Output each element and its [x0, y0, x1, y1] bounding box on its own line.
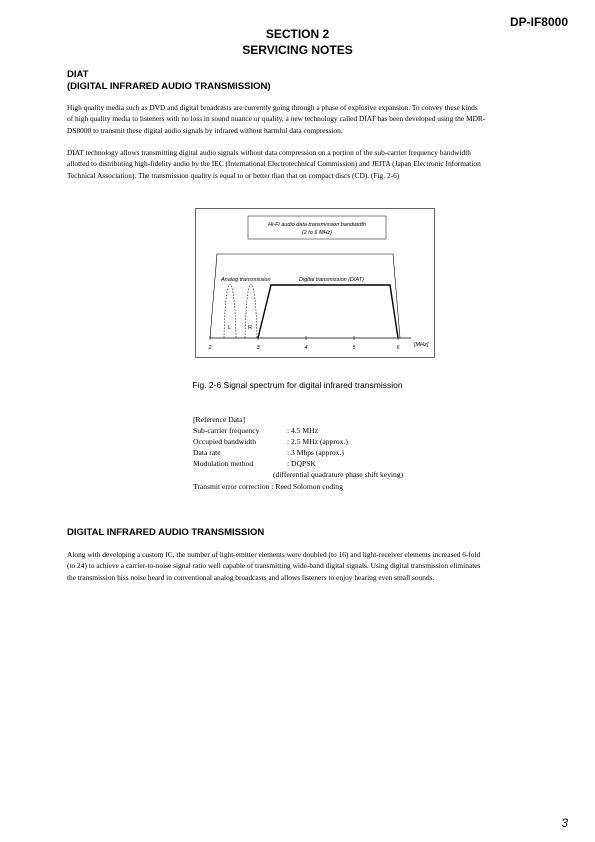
reference-value: : 4.5 MHz [287, 426, 319, 436]
reference-label: Occupied bandwidth [193, 437, 257, 447]
diat-paragraph-1 [67, 102, 553, 136]
reference-label: Data rate [193, 448, 221, 458]
dirat-paragraph [67, 549, 553, 583]
section-title: SERVICING NOTES [242, 43, 353, 57]
reference-row [193, 447, 403, 458]
text-line: DIAT technology allows transmitting digital audio signals without data compression on a portion of the sub-carrier frequency bandwidth [67, 148, 472, 157]
text-line: allotted to distributing high-fidelity audio by the IEC (International Electrotechnical Commission) and JEITA (Japan Electronic Information [67, 159, 481, 169]
tick-label: 3 [256, 345, 260, 351]
text-line: the transmission hiss noise heard in conventional analog broadcasts and allows listeners to enjoy hearing even small sounds. [67, 572, 435, 582]
bandwidth-label-line-1: Hi-Fi audio data transmission bandwidth [268, 222, 366, 228]
model-number: DP-IF8000 [509, 15, 568, 29]
diat-subheading: (DIGITAL INFRARED AUDIO TRANSMISSION) [67, 81, 271, 92]
reference-title: [Reference Data] [193, 415, 246, 424]
analog-transmission-label: Analog transmission [221, 277, 271, 283]
page-number: 3 [561, 816, 568, 830]
tick-label: 2 [208, 345, 212, 351]
tick-label: 5 [352, 345, 356, 351]
text-line: (to 24) to achieve a carrier-to-noise signal ratio well capable of transmitting wide-band digital signals. Using digital transmission eliminates [67, 561, 481, 571]
unit-label: [MHz] [414, 342, 429, 348]
error-correction: Transmit error correction : Reed Solomon coding [193, 481, 343, 491]
reference-row [193, 436, 403, 447]
reference-data [193, 414, 403, 492]
figure-caption: Fig. 2-6 Signal spectrum for digital infrared transmission [192, 380, 403, 390]
diat-paragraph-2 [67, 147, 553, 181]
text-line: DS8000 to transmit these digital audio signals by infrared without harmful data compression. [67, 125, 343, 135]
text-line: Technical Association). The transmission quality is equal to or better than that on compact discs (CD). (Fig. 2-6) [67, 170, 400, 180]
tick-label: 4 [304, 345, 308, 351]
modulation-note: (differential quadrature phase shift keying) [273, 470, 404, 480]
reference-row [193, 425, 403, 436]
bandwidth-label-line-2: (2 to 6 MHz) [301, 230, 333, 236]
section-number: SECTION 2 [265, 27, 330, 41]
digital-transmission-label: Digital transmission (DIAT) [299, 277, 364, 283]
channel-r-label: R [248, 325, 252, 331]
reference-value: : DQPSK [287, 459, 316, 469]
channel-l-label: L [228, 325, 232, 331]
dirat-heading: DIGITAL INFRARED AUDIO TRANSMISSION [67, 527, 265, 538]
text-line: High quality media such as DVD and digital broadcasts are currently going through a phase of explosive expansion. To convey these kinds [67, 103, 478, 112]
reference-value: : 2.5 MHz (approx.) [287, 437, 348, 447]
reference-row [193, 458, 403, 469]
tick-label: 6 [396, 345, 400, 351]
text-line: Along with developing a custom IC, the number of light-emitter elements were doubled (to 16) and light-receiver elements increased 6-fold [67, 550, 481, 559]
text-line: of high quality media to listeners with no loss in sound nuance or quality, a new technology called DIAT has been developed using the MDR- [67, 114, 486, 124]
reference-label: Modulation method [193, 459, 254, 469]
signal-spectrum-figure [195, 208, 435, 358]
diat-heading: DIAT [67, 69, 89, 80]
reference-value: : 3 Mbps (approx.) [287, 448, 344, 458]
reference-label: Sub-carrier frequency [193, 426, 260, 436]
